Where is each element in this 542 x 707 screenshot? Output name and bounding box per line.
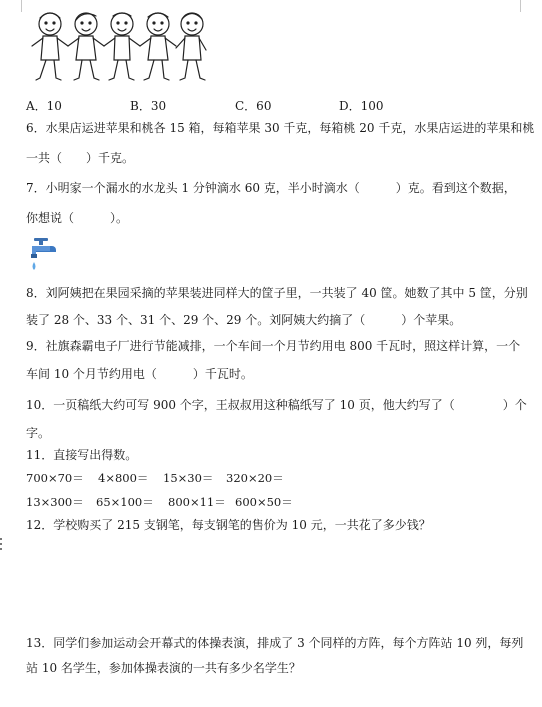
calc-item: 700×70＝ [26, 471, 84, 485]
question-6-line-2: 一共（ ）千克。 [26, 151, 135, 165]
question-12: 12．学校购买了 215 支钢笔，每支钢笔的售价为 10 元，一共花了多少钱？ [26, 518, 431, 532]
calc-item: 800×11＝ [168, 495, 226, 509]
question-13-line-1: 13．同学们参加运动会开幕式的体操表演，排成了 3 个同样的方阵，每个方阵站 10 列，每列 [26, 636, 524, 650]
margin-marker [0, 538, 3, 553]
calc-item: 4×800＝ [98, 471, 149, 485]
question-8-line-1: 8．刘阿姨把在果园采摘的苹果装进同样大的筐子里，一共装了 40 筐。她数了其中 5 筐，分别 [26, 286, 528, 300]
calc-item: 65×100＝ [96, 495, 154, 509]
question-9-line-2: 车间 10 个月节约用电（ ）千瓦时。 [26, 367, 253, 381]
question-10-line-1: 10．一页稿纸大约可写 900 个字，王叔叔用这种稿纸写了 10 页，他大约写了（ ）个 [26, 398, 527, 412]
question-8-line-2: 装了 28 个、33 个、31 个、29 个、29 个。刘阿姨大约摘了（ ）个苹果。 [26, 313, 462, 327]
question-9-line-1: 9．社旗森霸电子厂进行节能减排，一个车间一个月节约用电 800 千瓦时，照这样计算，一个 [26, 339, 521, 353]
calc-item: 600×50＝ [235, 495, 293, 509]
page-corner-mark-left [21, 0, 22, 12]
question-7-line-2: 你想说（ ）。 [26, 211, 129, 225]
option-d: D．100 [339, 99, 384, 113]
question-11: 11．直接写出得数。 [26, 448, 138, 462]
calc-item: 13×300＝ [26, 495, 84, 509]
question-6-line-1: 6．水果店运进苹果和桃各 15 箱，每箱苹果 30 千克，每箱桃 20 千克，水果店运进的苹果和桃 [26, 121, 535, 135]
calc-item: 15×30＝ [163, 471, 214, 485]
calc-item: 320×20＝ [226, 471, 284, 485]
option-c: C．60 [235, 99, 272, 113]
option-a: A．10 [26, 99, 62, 113]
question-13-line-2: 站 10 名学生，参加体操表演的一共有多少名学生？ [26, 661, 301, 675]
question-7-line-1: 7．小明家一个漏水的水龙头 1 分钟滴水 60 克，半小时滴水（ ）克。看到这个数据， [26, 181, 516, 195]
option-b: B．30 [130, 99, 167, 113]
water-faucet-icon [28, 236, 60, 276]
page-corner-mark-right [520, 0, 521, 12]
children-holding-hands-icon [28, 2, 212, 88]
question-10-line-2: 字。 [26, 426, 51, 440]
